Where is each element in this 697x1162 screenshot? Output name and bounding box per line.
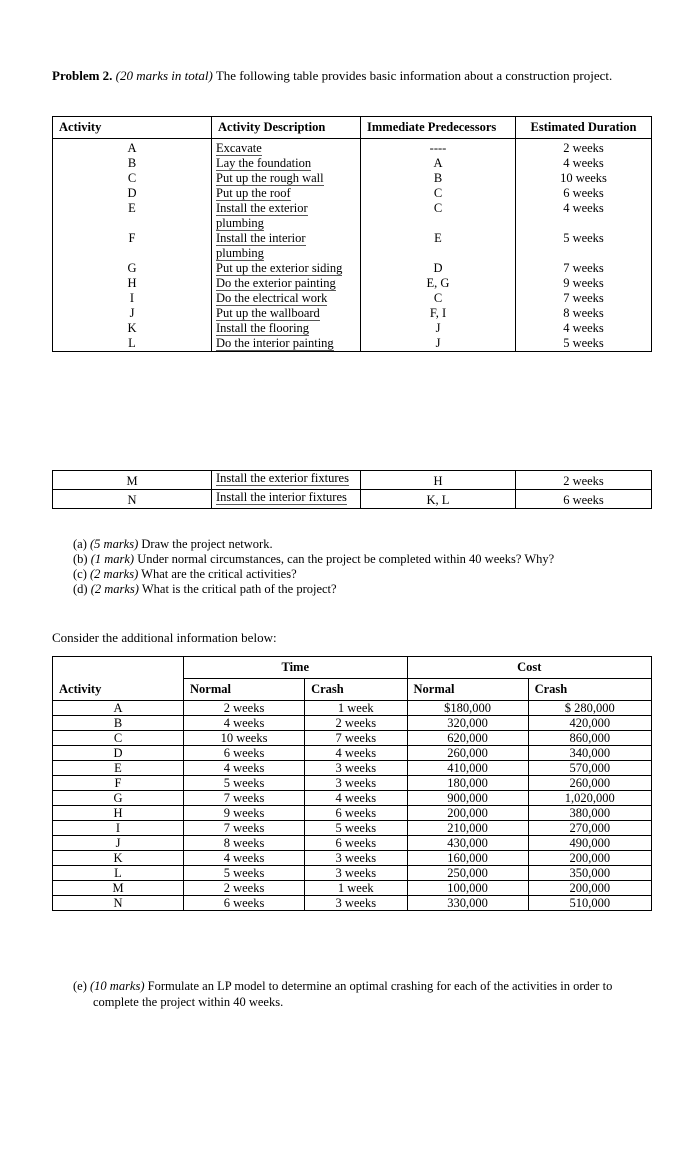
table-row [53,791,652,806]
activity-duration: 4 weeks [516,321,652,336]
crash-time-crash: 1 week [305,881,407,896]
activity-description [212,291,361,306]
crash-time-crash: 5 weeks [305,821,407,836]
table-row [53,490,652,509]
crash-time-normal: 7 weeks [184,791,305,806]
activity-description-text: Excavate [216,141,262,155]
activity-duration: 7 weeks [516,261,652,276]
activity-duration: 6 weeks [516,490,652,509]
activity-predecessors: C [361,201,516,231]
crash-time-crash: 3 weeks [305,866,407,881]
activity-predecessors: ---- [361,139,516,157]
activity-predecessors: J [361,336,516,352]
activity-description [212,201,361,231]
table-row [53,306,652,321]
activity-description [212,336,361,352]
question-d: (d) (2 marks) What is the critical path of the project? [73,582,337,596]
crash-time-normal: 10 weeks [184,731,305,746]
activity-id: F [53,231,212,261]
table-row [53,336,652,352]
crash-time-crash: 3 weeks [305,776,407,791]
crash-cost-crash: 200,000 [528,851,651,866]
activity-duration: 2 weeks [516,471,652,490]
activity-description [212,231,361,261]
crash-cost-crash: 380,000 [528,806,651,821]
activity-predecessors: E, G [361,276,516,291]
table-row [53,201,652,231]
table-row [53,746,652,761]
activity-description-text: Do the interior painting [216,336,334,350]
header-description: Activity Description [212,117,361,139]
crash-activity: F [53,776,184,791]
table-row [53,821,652,836]
crash-time-normal: 2 weeks [184,881,305,896]
table-row [53,851,652,866]
activity-duration: 4 weeks [516,156,652,171]
crash-cost-normal: 200,000 [407,806,528,821]
crash-cost-normal: 160,000 [407,851,528,866]
table-row [53,156,652,171]
problem-label: Problem 2. [52,68,113,83]
activity-predecessors: C [361,186,516,201]
table-row [53,291,652,306]
activity-description-text: Do the exterior painting [216,276,336,290]
crash-time-normal: 6 weeks [184,896,305,911]
crash-time-crash: 1 week [305,701,407,716]
activity-duration: 10 weeks [516,171,652,186]
t2-header-cost: Cost [407,657,652,679]
table-row [53,261,652,276]
crash-cost-normal: $180,000 [407,701,528,716]
crash-activity: E [53,761,184,776]
activity-description-text: Do the electrical work [216,291,328,305]
activity-table [52,116,652,352]
activity-id: E [53,201,212,231]
activity-description [212,306,361,321]
activity-description-text: Install the exterior fixtures [216,471,349,485]
activity-duration: 7 weeks [516,291,652,306]
crash-time-normal: 2 weeks [184,701,305,716]
activity-id: N [53,490,212,509]
crash-time-normal: 8 weeks [184,836,305,851]
crash-activity: A [53,701,184,716]
activity-duration: 5 weeks [516,336,652,352]
table-row [53,321,652,336]
activity-id: L [53,336,212,352]
table-row [53,231,652,261]
crash-cost-normal: 320,000 [407,716,528,731]
crash-time-normal: 4 weeks [184,761,305,776]
crash-time-crash: 7 weeks [305,731,407,746]
table-row [53,716,652,731]
crash-cost-crash: 200,000 [528,881,651,896]
crash-cost-crash: 260,000 [528,776,651,791]
activity-table-continued-body [53,471,652,509]
activity-id: M [53,471,212,490]
activity-description-text: Put up the rough wall [216,171,324,185]
activity-predecessors: J [361,321,516,336]
crash-time-crash: 4 weeks [305,791,407,806]
activity-description-text: Lay the foundation [216,156,312,170]
activity-description [212,139,361,157]
activity-predecessors: H [361,471,516,490]
crash-cost-normal: 100,000 [407,881,528,896]
activity-description [212,261,361,276]
activity-id: G [53,261,212,276]
activity-duration: 2 weeks [516,139,652,157]
crash-activity: H [53,806,184,821]
crash-cost-crash: 860,000 [528,731,651,746]
crash-time-crash: 2 weeks [305,716,407,731]
crash-activity: D [53,746,184,761]
t2-header-time-crash: Crash [305,679,407,701]
activity-duration: 8 weeks [516,306,652,321]
activity-description-text: Install the interior fixtures [216,490,347,504]
question-a: (a) (5 marks) Draw the project network. [73,537,273,551]
crash-time-crash: 6 weeks [305,806,407,821]
activity-predecessors: F, I [361,306,516,321]
crash-activity: M [53,881,184,896]
crash-cost-normal: 620,000 [407,731,528,746]
crash-table-body [53,701,652,911]
activity-description [212,321,361,336]
crash-cost-normal: 410,000 [407,761,528,776]
crash-cost-normal: 330,000 [407,896,528,911]
activity-description-text: Install the flooring [216,321,310,335]
activity-description-text: Put up the exterior siding [216,261,343,275]
crash-cost-crash: $ 280,000 [528,701,651,716]
activity-table-body [53,139,652,352]
questions-list [73,537,663,597]
crash-cost-normal: 250,000 [407,866,528,881]
activity-description-text: Put up the roof [216,186,291,200]
t2-header-cost-normal: Normal [407,679,528,701]
crash-activity: K [53,851,184,866]
activity-predecessors: D [361,261,516,276]
crash-cost-crash: 270,000 [528,821,651,836]
crash-time-normal: 5 weeks [184,866,305,881]
activity-description [212,471,361,490]
activity-description [212,156,361,171]
table-row [53,866,652,881]
crash-activity: I [53,821,184,836]
activity-duration: 4 weeks [516,201,652,231]
header-activity: Activity [53,117,212,139]
crash-activity: B [53,716,184,731]
question-c: (c) (2 marks) What are the critical activities? [73,567,297,581]
crash-time-crash: 3 weeks [305,851,407,866]
table-row [53,471,652,490]
table-row [53,186,652,201]
problem-intro-text: The following table provides basic information about a construction project. [215,68,613,83]
question-b: (b) (1 mark) Under normal circumstances, can the project be completed within 40 weeks? Why? [73,552,555,566]
crash-cost-crash: 350,000 [528,866,651,881]
crash-time-crash: 6 weeks [305,836,407,851]
crash-cost-normal: 900,000 [407,791,528,806]
crash-time-normal: 9 weeks [184,806,305,821]
activity-table-continued [52,470,652,509]
activity-predecessors: K, L [361,490,516,509]
crash-cost-crash: 570,000 [528,761,651,776]
activity-description [212,490,361,509]
activity-description-text: Put up the wallboard [216,306,320,320]
t2-header-activity: Activity [53,657,184,701]
table-row [53,881,652,896]
crash-cost-normal: 260,000 [407,746,528,761]
activity-id: H [53,276,212,291]
activity-duration: 9 weeks [516,276,652,291]
crash-cost-crash: 490,000 [528,836,651,851]
activity-id: J [53,306,212,321]
header-predecessors: Immediate Predecessors [361,117,516,139]
header-duration: Estimated Duration [516,117,652,139]
activity-predecessors: E [361,231,516,261]
crash-table [52,656,652,911]
activity-id: I [53,291,212,306]
crash-time-crash: 3 weeks [305,761,407,776]
activity-description [212,186,361,201]
question-e: (e) (10 marks) Formulate an LP model to determine an optimal crashing for each of the activities in order to complete the project within 40 weeks. [73,979,613,1009]
table-row [53,731,652,746]
crash-time-normal: 4 weeks [184,716,305,731]
table-row [53,701,652,716]
table-row [53,776,652,791]
crash-time-normal: 5 weeks [184,776,305,791]
activity-duration: 6 weeks [516,186,652,201]
crash-cost-crash: 1,020,000 [528,791,651,806]
crash-time-crash: 4 weeks [305,746,407,761]
activity-predecessors: B [361,171,516,186]
crash-cost-crash: 340,000 [528,746,651,761]
table-row [53,139,652,157]
problem-marks: (20 marks in total) [115,68,213,83]
table-row [53,171,652,186]
t2-header-time: Time [184,657,408,679]
t2-header-time-normal: Normal [184,679,305,701]
crash-time-normal: 6 weeks [184,746,305,761]
crash-activity: N [53,896,184,911]
table-row [53,836,652,851]
table-row [53,806,652,821]
activity-description [212,171,361,186]
activity-id: A [53,139,212,157]
crash-cost-normal: 430,000 [407,836,528,851]
problem-intro [52,66,662,85]
activity-predecessors: A [361,156,516,171]
activity-id: K [53,321,212,336]
crash-activity: L [53,866,184,881]
activity-description-text: Install the exterior plumbing [216,201,308,230]
consider-text: Consider the additional information below: [52,630,277,645]
crash-cost-normal: 210,000 [407,821,528,836]
crash-cost-crash: 510,000 [528,896,651,911]
t2-header-cost-crash: Crash [528,679,651,701]
crash-activity: C [53,731,184,746]
activity-description [212,276,361,291]
activity-duration: 5 weeks [516,231,652,261]
table-row [53,896,652,911]
activity-predecessors: C [361,291,516,306]
crash-time-crash: 3 weeks [305,896,407,911]
activity-id: B [53,156,212,171]
crash-activity: J [53,836,184,851]
activity-id: C [53,171,212,186]
table-row [53,276,652,291]
table-row [53,761,652,776]
crash-cost-normal: 180,000 [407,776,528,791]
activity-description-text: Install the interior plumbing [216,231,306,260]
crash-time-normal: 7 weeks [184,821,305,836]
activity-id: D [53,186,212,201]
crash-cost-crash: 420,000 [528,716,651,731]
crash-time-normal: 4 weeks [184,851,305,866]
crash-activity: G [53,791,184,806]
